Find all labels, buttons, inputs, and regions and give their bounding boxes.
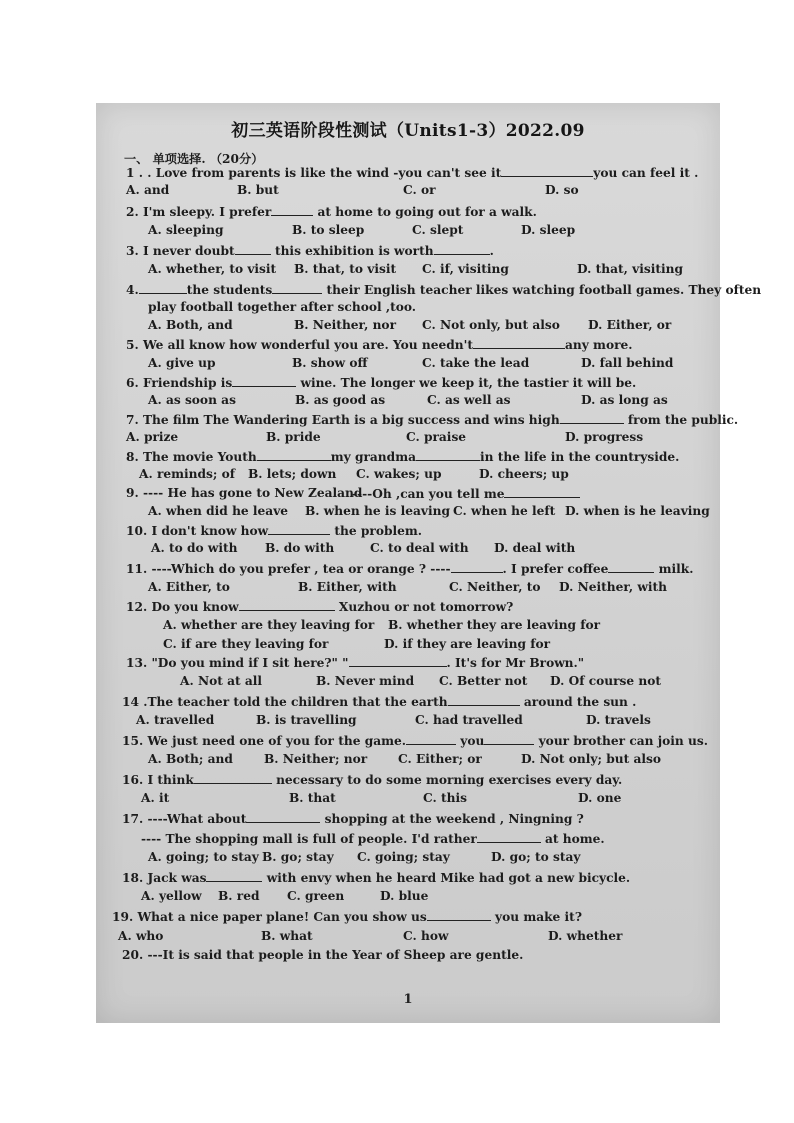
line-segment bbox=[298, 580, 397, 594]
line-segment bbox=[148, 504, 288, 518]
question-text: any more. bbox=[564, 338, 633, 352]
line-segment bbox=[305, 504, 450, 518]
question-text: you bbox=[456, 734, 485, 748]
line-segment bbox=[163, 637, 328, 651]
line-segment bbox=[398, 752, 482, 766]
answer-blank bbox=[501, 165, 593, 177]
line-segment bbox=[141, 791, 169, 805]
line-segment bbox=[141, 831, 605, 846]
line-segment bbox=[126, 449, 679, 464]
line-segment bbox=[126, 486, 362, 500]
question-text: A. reminds; of bbox=[139, 467, 236, 481]
line-segment bbox=[148, 300, 416, 314]
question-text: 17. ----What about bbox=[122, 812, 247, 826]
question-text: D. blue bbox=[380, 889, 429, 903]
question-text: B. show off bbox=[292, 356, 368, 370]
line-segment bbox=[370, 541, 469, 555]
answer-blank bbox=[406, 733, 456, 745]
question-text: D. deal with bbox=[494, 541, 576, 555]
question-text: C. when he left bbox=[453, 504, 556, 518]
question-text: 20. ---It is said that people in the Year of Sheep are gentle. bbox=[122, 948, 524, 962]
question-text: D. if they are leaving for bbox=[384, 637, 551, 651]
question-text: D. Either, or bbox=[588, 318, 672, 332]
question-text: A. sleeping bbox=[148, 223, 224, 237]
question-text: 1 . . Love from parents is like the wind -you can't see it bbox=[126, 166, 502, 180]
line-segment bbox=[521, 223, 575, 237]
answer-blank bbox=[448, 694, 520, 706]
question-text: Xuzhou or not tomorrow? bbox=[334, 600, 514, 614]
question-text: shopping at the weekend , Ningning ? bbox=[320, 812, 584, 826]
question-text: B. is travelling bbox=[256, 713, 357, 727]
question-text: A. prize bbox=[126, 430, 179, 444]
question-text: B. what bbox=[261, 929, 313, 943]
line-segment bbox=[406, 430, 466, 444]
question-text: C. going; stay bbox=[357, 850, 450, 864]
line-segment bbox=[550, 674, 661, 688]
question-text: 12. Do you know bbox=[126, 600, 239, 614]
line-segment bbox=[578, 791, 621, 805]
line-segment bbox=[422, 318, 560, 332]
question-text: D. Neither, with bbox=[559, 580, 668, 594]
line-segment bbox=[581, 356, 673, 370]
question-text: B. whether they are leaving for bbox=[388, 618, 601, 632]
question-text: D. sleep bbox=[521, 223, 576, 237]
line-segment bbox=[122, 811, 584, 826]
line-segment bbox=[148, 752, 233, 766]
question-text: 7. The film The Wandering Earth is a big success and wins high bbox=[126, 413, 560, 427]
line-segment bbox=[380, 889, 428, 903]
line-segment bbox=[453, 504, 555, 518]
question-text: B. red bbox=[218, 889, 260, 903]
line-segment bbox=[565, 504, 710, 518]
question-text: your brother can join us. bbox=[534, 734, 708, 748]
question-text: B. when he is leaving bbox=[305, 504, 450, 518]
line-segment bbox=[491, 850, 580, 864]
question-text: C. as well as bbox=[427, 393, 511, 407]
question-text: wine. The longer we keep it, the tastier it will be. bbox=[296, 376, 637, 390]
line-segment bbox=[384, 637, 550, 651]
line-segment bbox=[545, 183, 579, 197]
question-text: B. pride bbox=[266, 430, 321, 444]
question-text: C. wakes; up bbox=[356, 467, 442, 481]
line-segment bbox=[126, 183, 169, 197]
question-text: B. that bbox=[289, 791, 336, 805]
line-segment bbox=[403, 929, 448, 943]
line-segment bbox=[559, 580, 667, 594]
question-text: A. Both, and bbox=[148, 318, 233, 332]
line-segment bbox=[148, 318, 233, 332]
question-text: you can feel it . bbox=[593, 166, 699, 180]
question-text: my grandma bbox=[330, 450, 416, 464]
line-segment bbox=[423, 791, 467, 805]
answer-blank bbox=[194, 772, 272, 784]
question-text: A. yellow bbox=[141, 889, 202, 903]
line-segment bbox=[586, 713, 651, 727]
question-text: D. fall behind bbox=[581, 356, 674, 370]
question-text: . It's for Mr Brown." bbox=[446, 656, 585, 670]
line-segment bbox=[295, 393, 385, 407]
question-text: 13. "Do you mind if I sit here?" " bbox=[126, 656, 349, 670]
question-text: A. whether are they leaving for bbox=[163, 618, 375, 632]
line-segment bbox=[356, 467, 442, 481]
question-text: C. Not only, but also bbox=[422, 318, 560, 332]
line-segment bbox=[292, 223, 364, 237]
answer-blank bbox=[434, 243, 490, 255]
question-text: D. when is he leaving bbox=[565, 504, 710, 518]
answer-blank bbox=[504, 486, 580, 498]
line-segment bbox=[289, 791, 336, 805]
question-text: C. green bbox=[287, 889, 345, 903]
question-text: the problem. bbox=[330, 524, 423, 538]
answer-blank bbox=[477, 831, 541, 843]
line-segment bbox=[163, 618, 374, 632]
answer-blank bbox=[232, 375, 296, 387]
line-segment bbox=[126, 412, 738, 427]
exam-title: 初三英语阶段性测试（Units1-3）2022.09 bbox=[231, 121, 585, 141]
question-text: 4. bbox=[126, 283, 139, 297]
line-segment bbox=[261, 929, 313, 943]
line-segment bbox=[126, 430, 178, 444]
question-text: C. Better not bbox=[439, 674, 528, 688]
question-text: B. lets; down bbox=[248, 467, 337, 481]
question-text: milk. bbox=[654, 562, 694, 576]
line-segment bbox=[148, 356, 216, 370]
answer-blank bbox=[272, 282, 322, 294]
question-text: B. Neither, nor bbox=[294, 318, 396, 332]
line-segment bbox=[122, 733, 708, 748]
section-heading: 一、 单项选择. （20分） bbox=[124, 152, 264, 166]
question-text: this exhibition is worth bbox=[270, 244, 434, 258]
question-text: D. that, visiting bbox=[577, 262, 683, 276]
answer-blank bbox=[608, 561, 654, 573]
question-text: A. Not at all bbox=[180, 674, 263, 688]
question-text: ---- The shopping mall is full of people. I'd rather bbox=[141, 832, 477, 846]
question-text: B. Either, with bbox=[298, 580, 397, 594]
line-segment bbox=[577, 262, 683, 276]
question-text: 16. I think bbox=[122, 773, 194, 787]
question-text: the students bbox=[186, 283, 273, 297]
question-text: A. it bbox=[141, 791, 170, 805]
answer-blank bbox=[268, 523, 330, 535]
question-text: 18. Jack was bbox=[122, 871, 207, 885]
line-segment bbox=[122, 870, 630, 885]
question-text: D. Of course not bbox=[550, 674, 662, 688]
line-segment bbox=[449, 580, 541, 594]
line-segment bbox=[265, 541, 334, 555]
question-text: D. progress bbox=[565, 430, 644, 444]
question-text: in the life in the countryside. bbox=[480, 450, 680, 464]
question-text: C. how bbox=[403, 929, 449, 943]
question-text: A. to do with bbox=[151, 541, 238, 555]
line-segment bbox=[148, 262, 276, 276]
line-segment bbox=[294, 318, 396, 332]
line-segment bbox=[264, 752, 367, 766]
line-segment bbox=[266, 430, 321, 444]
question-text: C. this bbox=[423, 791, 467, 805]
question-text: D. whether bbox=[548, 929, 623, 943]
question-text: B. Neither; nor bbox=[264, 752, 368, 766]
line-segment bbox=[388, 618, 600, 632]
question-text: 2. I'm sleepy. I prefer bbox=[126, 205, 272, 219]
question-text: . bbox=[489, 244, 494, 258]
question-text: you make it? bbox=[490, 910, 582, 924]
question-text: C. Either; or bbox=[398, 752, 482, 766]
question-text: necessary to do some morning exercises every day. bbox=[271, 773, 623, 787]
question-text: C. had travelled bbox=[415, 713, 523, 727]
question-text: B. Never mind bbox=[316, 674, 415, 688]
answer-blank bbox=[246, 811, 320, 823]
question-text: C. Neither, to bbox=[449, 580, 541, 594]
question-text: A. who bbox=[118, 929, 164, 943]
question-text: A. going; to stay bbox=[148, 850, 259, 864]
line-segment bbox=[122, 948, 523, 962]
line-segment bbox=[148, 580, 230, 594]
line-segment bbox=[287, 889, 344, 903]
answer-blank bbox=[560, 412, 624, 424]
question-text: C. if are they leaving for bbox=[163, 637, 329, 651]
question-text: A. travelled bbox=[136, 713, 215, 727]
question-text: B. to sleep bbox=[292, 223, 365, 237]
answer-blank bbox=[427, 909, 491, 921]
question-text: 11. ----Which do you prefer , tea or orange ? ---- bbox=[126, 562, 451, 576]
line-segment bbox=[118, 929, 163, 943]
line-segment bbox=[403, 183, 436, 197]
question-text: D. cheers; up bbox=[479, 467, 569, 481]
line-segment bbox=[352, 486, 580, 501]
question-text: play football together after school ,too. bbox=[148, 300, 416, 314]
line-segment bbox=[126, 599, 513, 614]
question-text: ----Oh ,can you tell me bbox=[352, 487, 505, 501]
question-text: D. as long as bbox=[581, 393, 668, 407]
question-text: C. or bbox=[403, 183, 436, 197]
question-text: 19. What a nice paper plane! Can you show us bbox=[112, 910, 427, 924]
answer-blank bbox=[349, 655, 447, 667]
line-segment bbox=[422, 356, 529, 370]
line-segment bbox=[126, 561, 693, 576]
question-text: 14 .The teacher told the children that the earth bbox=[122, 695, 448, 709]
line-segment bbox=[139, 467, 235, 481]
question-text: C. take the lead bbox=[422, 356, 530, 370]
line-segment bbox=[494, 541, 575, 555]
line-segment bbox=[581, 393, 668, 407]
question-text: D. Not only; but also bbox=[521, 752, 661, 766]
question-text: from the public. bbox=[623, 413, 739, 427]
line-segment bbox=[126, 375, 636, 390]
answer-blank bbox=[139, 282, 187, 294]
line-segment bbox=[565, 430, 643, 444]
line-segment bbox=[427, 393, 510, 407]
question-text: their English teacher likes watching football games. They often bbox=[322, 283, 762, 297]
line-segment bbox=[292, 356, 368, 370]
question-text: A. Both; and bbox=[148, 752, 233, 766]
line-segment bbox=[180, 674, 262, 688]
question-text: B. that, to visit bbox=[294, 262, 397, 276]
answer-blank bbox=[451, 561, 503, 573]
line-segment bbox=[136, 713, 214, 727]
line-segment bbox=[262, 850, 334, 864]
question-text: B. go; stay bbox=[262, 850, 334, 864]
question-text: C. if, visiting bbox=[422, 262, 509, 276]
question-text: B. do with bbox=[265, 541, 335, 555]
line-segment bbox=[126, 243, 494, 258]
line-segment bbox=[148, 850, 259, 864]
question-text: . I prefer coffee bbox=[502, 562, 609, 576]
line-segment bbox=[126, 523, 422, 538]
question-text: A. and bbox=[126, 183, 170, 197]
question-text: at home to going out for a walk. bbox=[313, 205, 537, 219]
question-text: 15. We just need one of you for the game. bbox=[122, 734, 407, 748]
line-segment bbox=[357, 850, 450, 864]
question-text: 6. Friendship is bbox=[126, 376, 233, 390]
line-segment bbox=[479, 467, 569, 481]
question-text: B. but bbox=[237, 183, 279, 197]
line-segment bbox=[122, 694, 636, 709]
exam-sheet bbox=[96, 103, 762, 1023]
question-text: A. give up bbox=[148, 356, 216, 370]
question-text: D. so bbox=[545, 183, 579, 197]
question-text: C. slept bbox=[412, 223, 464, 237]
question-text: D. travels bbox=[586, 713, 651, 727]
answer-blank bbox=[257, 449, 331, 461]
question-text: with envy when he heard Mike had got a new bicycle. bbox=[262, 871, 631, 885]
line-segment bbox=[412, 223, 463, 237]
question-text: 9. ---- He has gone to New Zealand bbox=[126, 486, 363, 500]
question-text: A. Either, to bbox=[148, 580, 230, 594]
line-segment bbox=[422, 262, 509, 276]
question-text: 3. I never doubt bbox=[126, 244, 235, 258]
answer-blank bbox=[473, 337, 565, 349]
line-segment bbox=[126, 165, 698, 180]
line-segment bbox=[237, 183, 279, 197]
question-text: C. to deal with bbox=[370, 541, 469, 555]
question-text: 5. We all know how wonderful you are. You needn't bbox=[126, 338, 473, 352]
line-segment bbox=[141, 889, 202, 903]
line-segment bbox=[248, 467, 336, 481]
question-text: A. whether, to visit bbox=[148, 262, 277, 276]
answer-blank bbox=[206, 870, 262, 882]
answer-blank bbox=[271, 204, 313, 216]
line-segment bbox=[415, 713, 523, 727]
line-segment bbox=[588, 318, 671, 332]
question-text: 8. The movie Youth bbox=[126, 450, 257, 464]
question-text: 10. I don't know how bbox=[126, 524, 269, 538]
line-segment bbox=[126, 337, 633, 352]
question-text: A. as soon as bbox=[148, 393, 236, 407]
line-segment bbox=[256, 713, 357, 727]
line-segment bbox=[148, 393, 236, 407]
line-segment bbox=[151, 541, 237, 555]
question-text: at home. bbox=[540, 832, 605, 846]
question-text: A. when did he leave bbox=[148, 504, 289, 518]
answer-blank bbox=[239, 599, 335, 611]
line-segment bbox=[148, 223, 223, 237]
question-text: around the sun . bbox=[519, 695, 637, 709]
question-text: B. as good as bbox=[295, 393, 386, 407]
question-text: D. go; to stay bbox=[491, 850, 581, 864]
question-text: D. one bbox=[578, 791, 622, 805]
line-segment bbox=[126, 282, 761, 297]
page-number: 1 bbox=[403, 992, 413, 1007]
line-segment bbox=[112, 909, 582, 924]
line-segment bbox=[126, 655, 584, 670]
line-segment bbox=[218, 889, 259, 903]
line-segment bbox=[439, 674, 527, 688]
line-segment bbox=[548, 929, 622, 943]
line-segment bbox=[126, 204, 537, 219]
question-text: C. praise bbox=[406, 430, 467, 444]
line-segment bbox=[122, 772, 622, 787]
line-segment bbox=[294, 262, 396, 276]
answer-blank bbox=[416, 449, 480, 461]
answer-blank bbox=[484, 733, 534, 745]
line-segment bbox=[521, 752, 661, 766]
line-segment bbox=[316, 674, 414, 688]
answer-blank bbox=[235, 243, 271, 255]
